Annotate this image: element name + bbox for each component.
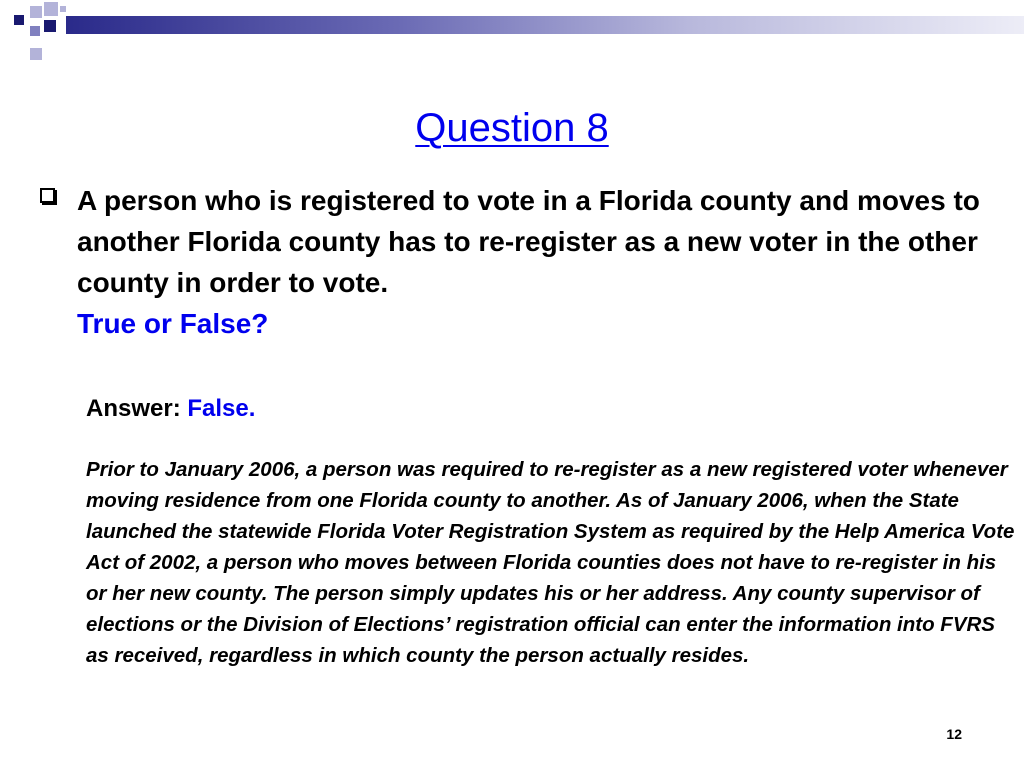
question-text: A person who is registered to vote in a Florida county and moves to another Florida county has to re-register as a new voter in the other county in order to vote. [77, 185, 980, 298]
decor-square-mid-1 [30, 26, 40, 36]
decor-square-lavender-3 [30, 48, 42, 60]
answer-line [86, 392, 255, 426]
question-prompt: True or False? [77, 308, 269, 339]
answer-value: False. [187, 395, 256, 422]
slide-title: Question 8 [415, 106, 609, 150]
answer-label: Answer: [86, 395, 181, 422]
header-gradient-bar [66, 16, 1024, 34]
question-text-block [77, 180, 980, 344]
decor-square-lavender-1 [30, 6, 42, 18]
page-number: 12 [946, 726, 962, 742]
decor-square-lavender-2 [44, 2, 58, 16]
decor-square-navy-1 [14, 15, 24, 25]
decor-square-navy-2 [44, 20, 56, 32]
question-bullet [40, 180, 980, 344]
decor-square-lavender-4 [60, 6, 66, 12]
checkbox-bullet-icon [40, 188, 55, 203]
answer-explanation: Prior to January 2006, a person was required to re-register as a new registered voter whenever moving residence from one Florida county to another. As of January 2006, when the State launched the statewide Florida Voter Registration System as required by the Help America Vote Act of 2002, a person who moves between Florida counties does not have to re-register in his or her new county. The person simply updates his or her address. Any county supervisor of elections or the Division of Elections’ registration official can enter the information into FVRS as received, regardless in which county the person actually resides. [86, 458, 1015, 667]
